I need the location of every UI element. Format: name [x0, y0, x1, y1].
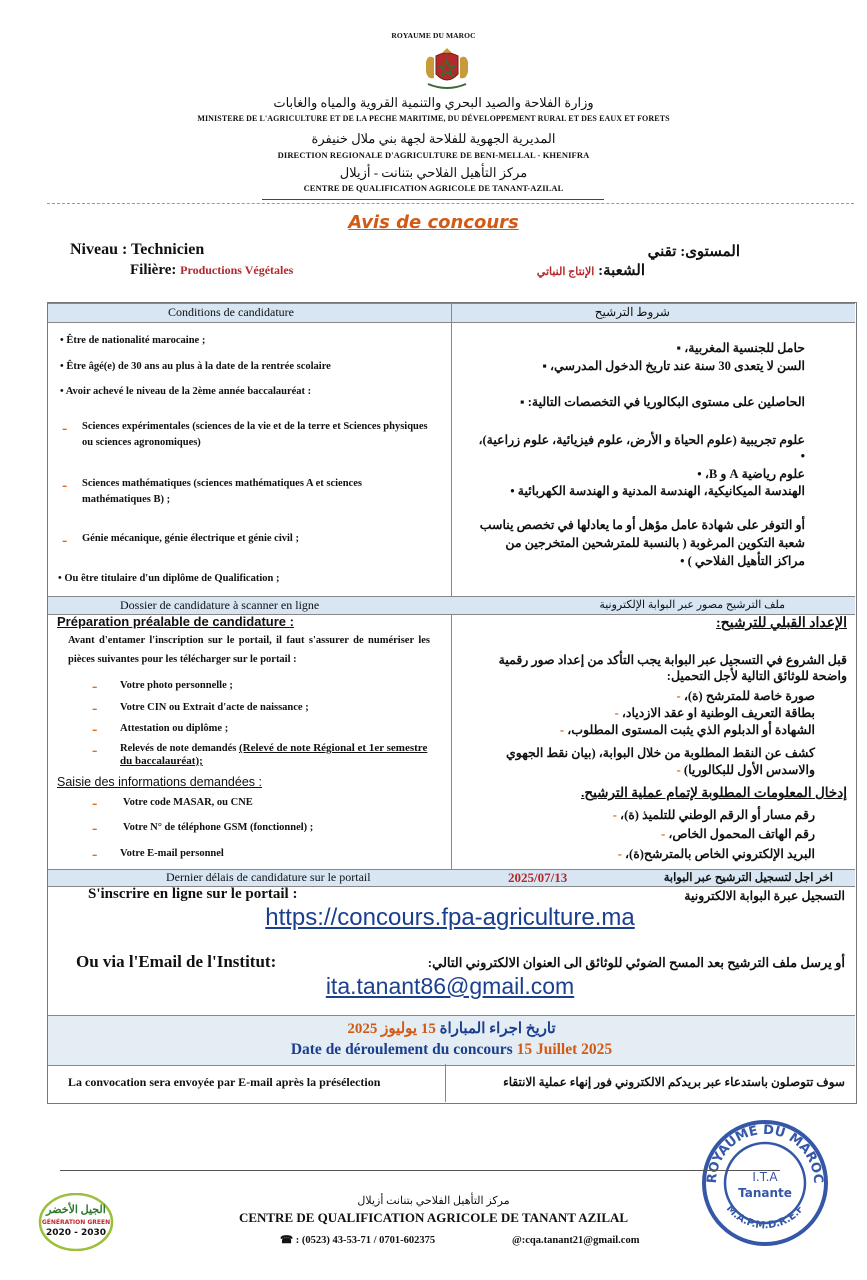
dash-icon: - — [92, 742, 98, 759]
saisie-ar-2: رقم الهاتف المحمول الخاص، - — [661, 827, 815, 841]
direction-fr: DIRECTION REGIONALE D'AGRICULTURE DE BENI-MELLAL - KHENIFRA — [277, 150, 590, 160]
footer-divider — [60, 1170, 780, 1171]
dossier-title-fr: Dossier de candidature à scanner en ligne — [120, 598, 320, 612]
piece-ar-1: صورة خاصة للمترشح (ة)، - — [676, 689, 815, 703]
official-stamp-icon — [700, 1118, 830, 1248]
frame-top — [47, 203, 854, 205]
deadline-date: 2025/07/13 — [508, 870, 568, 885]
piece-fr-1: Votre photo personnelle ; — [120, 680, 233, 691]
cond-fr-4: Sciences expérimentales (sciences de la vie et de la terre et Sciences physiques ou sciences agronomiques) — [82, 421, 428, 448]
convocation-ar: سوف تتوصلون باستدعاء عبر بريدكم الالكتروني فور إنهاء عملية الانتقاء — [503, 1075, 845, 1089]
dossier-band — [48, 596, 855, 615]
direction-ar: المديرية الجهوية للفلاحة لجهة بني ملال خنيفرة — [311, 131, 556, 146]
footer-center-fr: CENTRE DE QUALIFICATION AGRICOLE DE TANANT AZILAL — [238, 1210, 629, 1225]
concours-date-fr: Date de déroulement du concours 15 Juillet 2025 — [290, 1041, 613, 1058]
ministry-ar: وزارة الفلاحة والصيد البحري والتنمية القروية والمياه والغابات — [273, 95, 594, 110]
deadline-label-fr: Dernier délais de candidature sur le portail — [166, 870, 371, 884]
cond-ar-1: حامل للجنسية المغربية، ▪ — [676, 341, 805, 355]
portal-label-ar: التسجيل عبرة البوابة الالكترونية — [684, 889, 845, 903]
cond-ar-4: علوم تجريبية (علوم الحياة و الأرض، علوم فيزيائية، علوم زراعية)، • — [478, 433, 805, 463]
stamp-line1: I.T.A — [752, 1170, 778, 1184]
dossier-title-ar: ملف الترشيح مصور عبر البوابة الإلكترونية — [599, 599, 785, 611]
conditions-title-fr: Conditions de candidature — [168, 305, 294, 319]
cond-fr-1: • Être de nationalité marocaine ; — [60, 335, 206, 346]
filiere-value-fr: Productions Végétales — [180, 263, 294, 277]
saisie-ar-3: البريد الإلكتروني الخاص بالمترشح(ة)، - — [617, 847, 815, 861]
logo-ar: الجيل الأخضر — [46, 1204, 106, 1216]
cond-ar-5: علوم رياضية A و B، • — [697, 467, 805, 481]
piece-ar-3: الشهادة أو الدبلوم الذي يثبت المستوى المطلوب، - — [559, 723, 815, 737]
saisie-ar-1: رقم مسار أو الرقم الوطني للتلميذ (ة)، - — [612, 808, 815, 822]
logo-years: 2020 - 2030 — [45, 1228, 107, 1238]
phone-icon: ☎ — [280, 1235, 296, 1246]
filiere-value-ar: الإنتاج النباتي — [536, 266, 595, 278]
email-label-ar: أو يرسل ملف الترشيح بعد المسح الضوئي للوثائق الى العنوان الالكتروني التالي: — [427, 955, 845, 970]
piece-ar-2: بطاقة التعريف الوطنية او عقد الازدياد، - — [614, 706, 815, 720]
saisie-title-fr: Saisie des informations demandées : — [57, 775, 262, 789]
logo-fr: GÉNÉRATION GREEN — [41, 1219, 111, 1226]
email-label-fr: Ou via l'Email de l'Institut: — [76, 952, 277, 971]
saisie-fr-1: Votre code MASAR, ou CNE — [123, 797, 253, 808]
footer-center-ar: مركز التأهيل الفلاحي بتنانت أزيلال — [357, 1195, 510, 1207]
stamp-top-text: ROYAUME DU MAROC — [704, 1122, 826, 1185]
piece-fr-2: Votre CIN ou Extrait d'acte de naissance ; — [120, 702, 309, 713]
cond-fr-3: • Avoir achevé le niveau de la 2ème année baccalauréat : — [60, 386, 312, 397]
column-divider — [451, 303, 452, 883]
deadline-band — [48, 869, 855, 887]
deadline-label-ar: اخر اجل لتسجيل الترشيح عبر البوابة — [663, 872, 833, 884]
dash-icon: - — [62, 532, 68, 549]
piece-fr-3: Attestation ou diplôme ; — [120, 723, 229, 734]
conditions-title-ar: شروط الترشيح — [594, 305, 670, 319]
convocation-fr: La convocation sera envoyée par E-mail après la présélection — [68, 1075, 381, 1089]
saisie-fr-3: Votre E-mail personnel — [120, 848, 224, 859]
convocation-divider — [445, 1064, 446, 1102]
cond-ar-7: أو التوفر على شهادة عامل مؤهل أو ما يعادلها في تخصص يناسب شعبة التكوين المرغوبة ( بالنسبة للمترشحين المتخرجين من مراكز التأهيل الفلاحي ) • — [479, 518, 805, 568]
email-address-link[interactable]: ita.tanant86@gmail.com — [325, 973, 575, 999]
stamp-line2: Tanante — [738, 1186, 792, 1200]
portal-url-link[interactable]: https://concours.fpa-agriculture.ma — [265, 904, 635, 931]
prep-title-ar: الإعداد القبلي للترشيح: — [716, 616, 847, 631]
dash-icon: - — [92, 846, 98, 863]
concours-date-ar: تاريخ اجراء المباراة 15 يوليوز 2025 — [347, 1021, 556, 1037]
coat-of-arms-icon — [418, 42, 476, 92]
dash-icon: - — [92, 820, 98, 837]
ministry-fr: MINISTERE DE L'AGRICULTURE ET DE LA PECHE MARITIME, DU DÉVELOPPEMENT RURAL ET DES EAUX ET FORETS — [197, 114, 670, 123]
cond-fr-6: Génie mécanique, génie électrique et génie civil ; — [82, 533, 299, 544]
piece-ar-4: كشف عن النقط المطلوبة من خلال البوابة، (بيان نقط الجهوي والاسدس الأول للبكالوريا) - — [505, 746, 815, 777]
cond-fr-5: Sciences mathématiques (sciences mathématiques A et sciences mathématiques B) ; — [82, 478, 362, 505]
portal-label-fr: S'inscrire en ligne sur le portail : — [88, 886, 298, 902]
concours-date-band — [48, 1015, 855, 1066]
filiere-label-ar: الشعبة: — [598, 263, 645, 279]
header-divider — [262, 199, 604, 200]
saisie-title-ar: إدخال المعلومات المطلوبة لإتمام عملية الترشيح. — [581, 785, 847, 800]
prep-title-fr: Préparation préalable de candidature : — [57, 614, 294, 629]
dash-icon: - — [62, 477, 68, 494]
dash-icon: - — [92, 700, 98, 717]
niveau-ar: المستوى: تقني — [647, 244, 740, 260]
dash-icon: - — [92, 721, 98, 738]
stamp-bottom-text: M.A.P.M.D.R.E.F — [723, 1203, 807, 1232]
cond-fr-7: • Ou être titulaire d'un diplôme de Qualification ; — [58, 573, 280, 584]
dash-icon: - — [62, 420, 68, 437]
prep-intro-ar: قبل الشروع في التسجيل عبر البوابة يجب التأكد من إعداد صور رقمية واضحة للوثائق التالية لأجل التحميل: — [498, 653, 847, 683]
cond-fr-2: • Être âgé(e) de 30 ans au plus à la date de la rentrée scolaire — [60, 361, 331, 372]
filiere-label-fr: Filière: — [130, 262, 177, 278]
dash-icon: - — [92, 795, 98, 812]
piece-fr-4: Relevés de note demandés (Relevé de note Régional et 1er semestre du baccalauréat); — [120, 742, 428, 767]
footer-email: @:cqa.tanant21@gmail.com — [512, 1235, 640, 1246]
filiere-ar — [537, 261, 645, 280]
footer-phone: ☎ : (0523) 43-53-71 / 0701-602375 — [280, 1235, 436, 1246]
saisie-fr-2: Votre N° de téléphone GSM (fonctionnel) ; — [123, 822, 314, 833]
dash-icon: - — [92, 678, 98, 695]
center-ar: مركز التأهيل الفلاحي بتنانت - أزيلال — [339, 165, 528, 180]
center-fr: CENTRE DE QUALIFICATION AGRICOLE DE TANANT-AZILAL — [303, 183, 564, 193]
niveau-fr: Niveau : Technicien — [70, 241, 205, 258]
page-title: Avis de concours — [348, 212, 519, 233]
filiere-fr — [130, 262, 293, 279]
cond-ar-3: الحاصلين على مستوى البكالوريا في التخصصات التالية: ▪ — [520, 395, 805, 409]
kingdom-label: ROYAUME DU MAROC — [391, 31, 476, 40]
cond-ar-2: السن لا يتعدى 30 سنة عند تاريخ الدخول المدرسي، ▪ — [542, 359, 805, 373]
cond-ar-6: الهندسة الميكانيكية، الهندسة المدنية و الهندسة الكهربائية • — [510, 484, 805, 498]
prep-intro-fr: Avant d'entamer l'inscription sur le portail, il faut s'assurer de numériser les pièces suivantes pour les télécharger sur le portail : — [68, 635, 430, 665]
